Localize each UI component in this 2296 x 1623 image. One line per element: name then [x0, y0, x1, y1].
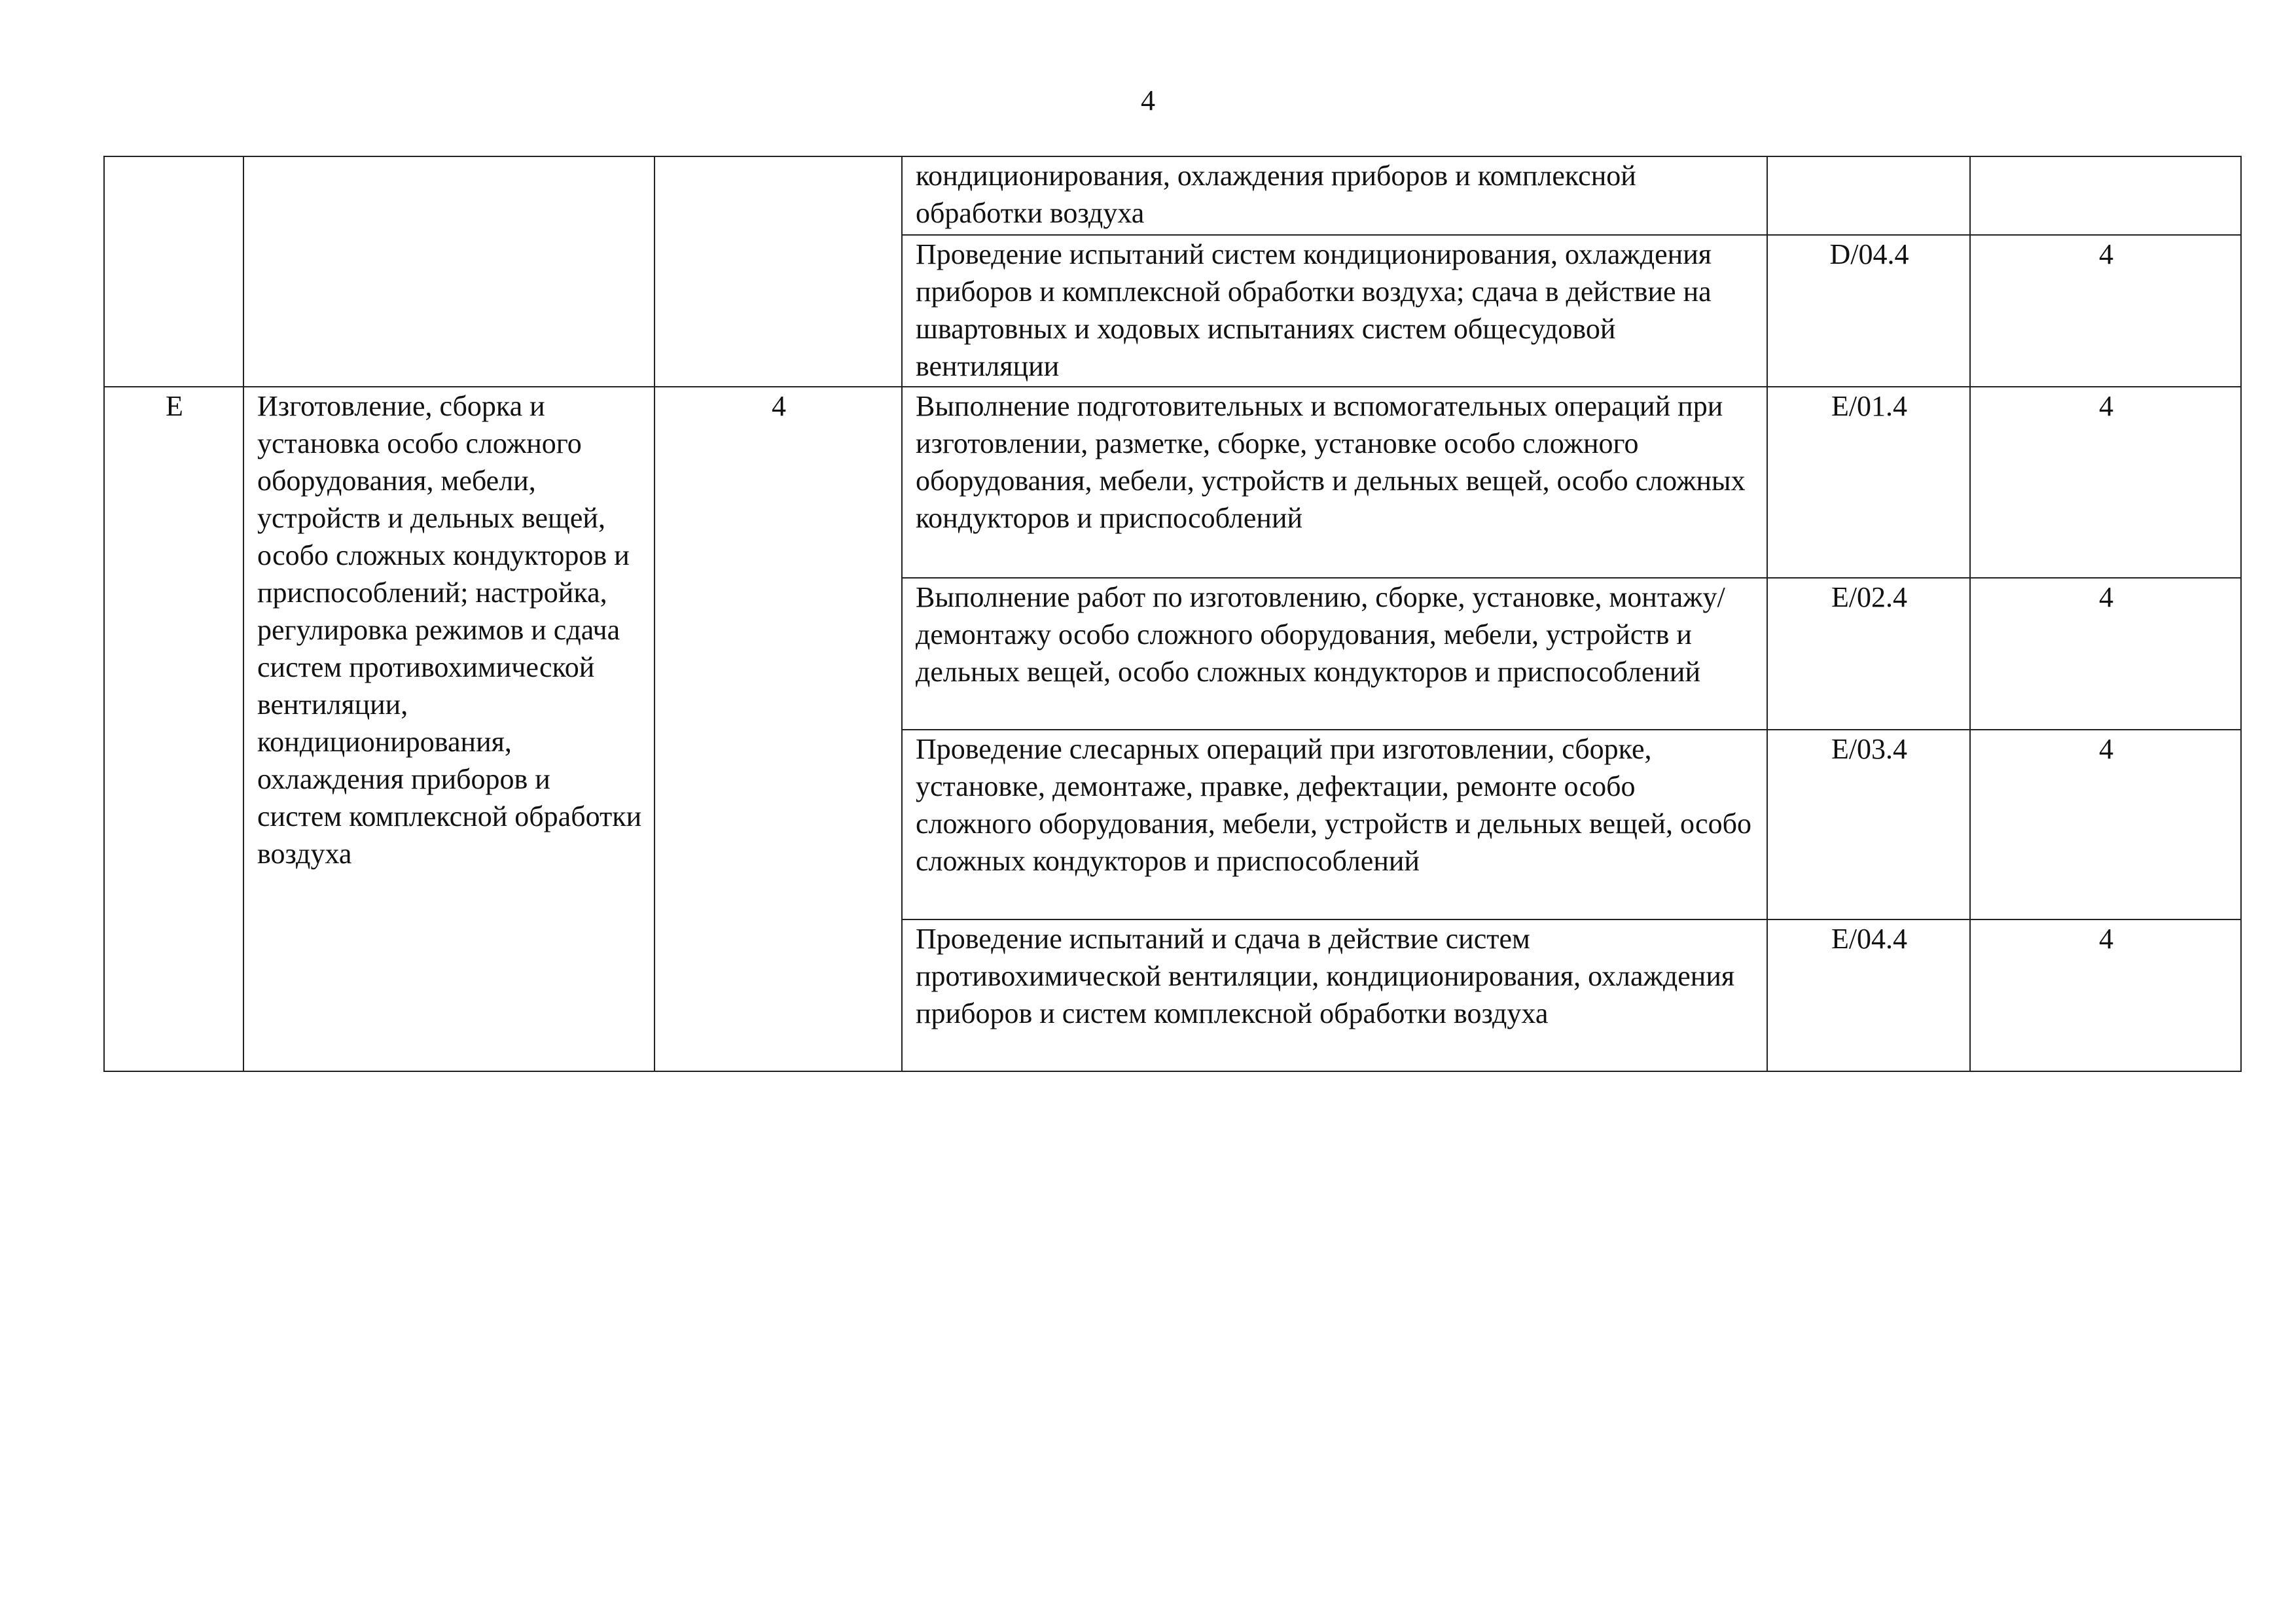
- group-level-cell: 4: [655, 387, 902, 1071]
- function-code-cell: E/01.4: [1767, 387, 1970, 578]
- function-level-cell: 4: [1970, 578, 2241, 730]
- function-level-cell: [1970, 156, 2241, 235]
- function-name-cell: Выполнение работ по изготовлению, сборке, установке, монтажу/демонтажу особо сложного оборудования, мебели, устройств и дельных вещей, особо сложных кондукторов и приспособлений: [902, 578, 1767, 730]
- group-code-cell: E: [104, 387, 243, 1071]
- function-level-cell: 4: [1970, 919, 2241, 1071]
- function-name-cell: Выполнение подготовительных и вспомогательных операций при изготовлении, разметке, сборке, установке особо сложного оборудования, мебели, устройств и дельных вещей, особо сложных кондукторов и приспособлений: [902, 387, 1767, 578]
- function-code-cell: D/04.4: [1767, 235, 1970, 387]
- page-number: 4: [1141, 84, 1155, 116]
- function-name-cell: Проведение испытаний и сдача в действие систем противохимической вентиляции, кондиционирования, охлаждения приборов и систем комплексной обработки воздуха: [902, 919, 1767, 1071]
- table-row: [104, 156, 2241, 235]
- labor-functions-table: [103, 156, 2242, 1072]
- function-name-cell: Проведение испытаний систем кондиционирования, охлаждения приборов и комплексной обработки воздуха; сдача в действие на швартовных и ходовых испытаниях систем общесудовой вентиляции: [902, 235, 1767, 387]
- function-level-cell: 4: [1970, 387, 2241, 578]
- function-level-cell: 4: [1970, 235, 2241, 387]
- continued-group-code-cell: [104, 156, 243, 387]
- group-name-cell: Изготовление, сборка и установка особо сложного оборудования, мебели, устройств и дельных вещей, особо сложных кондукторов и приспособлений; настройка, регулировка режимов и сдача систем противохимической вентиляции, кондиционирования, охлаждения приборов и систем комплексной обработки воздуха: [243, 387, 655, 1071]
- table-row: [104, 387, 2241, 578]
- function-code-cell: [1767, 156, 1970, 235]
- function-level-cell: 4: [1970, 730, 2241, 919]
- function-name-cell: Проведение слесарных операций при изготовлении, сборке, установке, демонтаже, правке, дефектации, ремонте особо сложного оборудования, мебели, устройств и дельных вещей, особо сложных кондукторов и приспособлений: [902, 730, 1767, 919]
- function-code-cell: E/03.4: [1767, 730, 1970, 919]
- function-name-cell: кондиционирования, охлаждения приборов и комплексной обработки воздуха: [902, 156, 1767, 235]
- function-code-cell: E/02.4: [1767, 578, 1970, 730]
- continued-group-level-cell: [655, 156, 902, 387]
- continued-group-name-cell: [243, 156, 655, 387]
- function-code-cell: E/04.4: [1767, 919, 1970, 1071]
